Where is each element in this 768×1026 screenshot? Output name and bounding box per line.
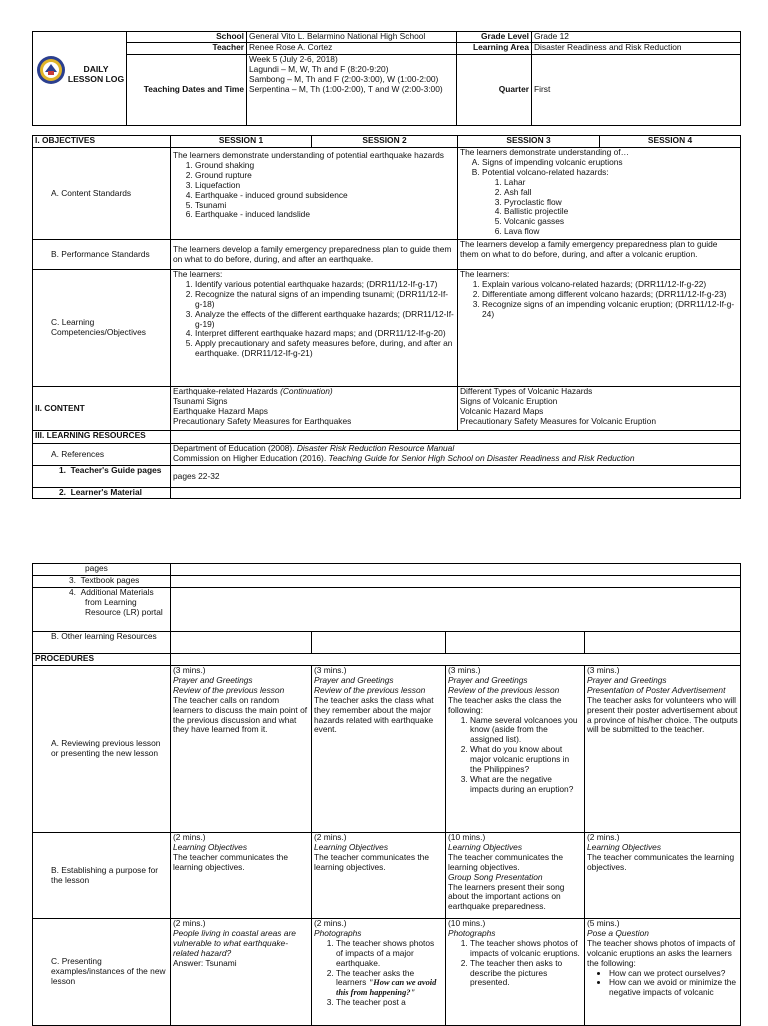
dates-value: Week 5 (July 2-6, 2018) Lagundi – M, W, Th and F (8:20-9:20) Sambong – M, Th and F (2:00-3:00), W (1:00-2:00) Serpentina – M, Th (1:00-2:00), T and W (2:00-3:00) xyxy=(247,54,457,125)
blank-cell xyxy=(585,632,741,654)
content-standards-volcano: The learners demonstrate understanding of… A. Signs of impending volcanic eruptions B. Potential volcano-related hazards: 1. Lahar 2. Ash fall 3. Pyroclastic flow 4. Ballistic projectile 5. Volcanic gasses 6. Lava flow xyxy=(458,148,741,240)
page-title: DAILY LESSON LOG xyxy=(67,64,125,85)
list-item: 5. Apply precautionary and safety measures before, during, and after an earthquake. (DRR11/12-If-g-21) xyxy=(195,339,455,359)
list-item: 5. Tsunami xyxy=(195,201,455,211)
procedure-c-session-4: (5 mins.) Pose a Question The teacher shows photos of impacts of volcanic eruptions an asks the learners the following: • How can we protect ourselves? • How can we avoid or minimize the negative impacts of volcanic xyxy=(585,919,741,1026)
list-item: 1. Lahar xyxy=(504,178,738,188)
performance-standards-volcano: The learners develop a family emergency preparedness plan to guide them on what to do before, during, and after a volcanic eruption. xyxy=(458,240,741,270)
list-item: 2. What do you know about major volcanic eruptions in the Philippines? xyxy=(470,745,582,775)
list-item: 2. The teacher asks the learners "How can we avoid this from happening?" xyxy=(336,969,443,999)
grade-value: Grade 12 xyxy=(532,32,741,43)
learning-area-label: Learning Area xyxy=(457,43,532,54)
list-item: 2. The teacher then asks to describe the pictures presented. xyxy=(470,959,582,989)
procedure-b-label: B. Establishing a purpose for the lesson xyxy=(33,833,171,919)
procedure-a-session-4: (3 mins.) Prayer and Greetings Presentation of Poster Advertisement The teacher asks for volunteers who will present their poster advertisement about a province of his/her choice. The outputs will be submitted to the teacher. xyxy=(585,666,741,833)
procedure-b-session-2: (2 mins.) Learning Objectives The teacher communicates the learning objectives. xyxy=(312,833,446,919)
additional-materials-label: 4. Additional Materials from Learning Resource (LR) portal xyxy=(33,588,171,632)
list-item: B. Potential volcano-related hazards: 1. Lahar 2. Ash fall 3. Pyroclastic flow 4. Ballistic projectile 5. Volcanic gasses 6. Lava flow xyxy=(482,168,738,237)
list-item: 2. Ash fall xyxy=(504,188,738,198)
content-heading: II. CONTENT xyxy=(33,387,171,431)
list-item: 5. Volcanic gasses xyxy=(504,217,738,227)
list-item: 6. Lava flow xyxy=(504,227,738,237)
list-item: 3. Analyze the effects of the different earthquake hazards; (DRR11/12-If-g-19) xyxy=(195,310,455,330)
blank-cell xyxy=(446,632,585,654)
list-item: 4. Earthquake - induced ground subsidence xyxy=(195,191,455,201)
learners-material-value xyxy=(171,488,741,499)
daily-lesson-log-cell xyxy=(33,32,127,126)
objectives-table xyxy=(32,135,741,499)
list-item: 2. Differentiate among different volcano hazards; (DRR11/12-If-g-23) xyxy=(482,290,738,300)
list-item: 4. Interpret different earthquake hazard maps; and (DRR11/12-If-g-20) xyxy=(195,329,455,339)
procedure-a-label: A. Reviewing previous lesson or presenting the new lesson xyxy=(33,666,171,833)
list-item: 1. The teacher shows photos of impacts of a major earthquake. xyxy=(336,939,443,969)
list-item: • How can we avoid or minimize the negative impacts of volcanic xyxy=(609,978,738,998)
list-item: 2. Ground rupture xyxy=(195,171,455,181)
content-standards-label: A. Content Standards xyxy=(33,148,171,240)
references-label: A. References xyxy=(33,444,171,466)
teacher-value: Renee Rose A. Cortez xyxy=(247,43,457,54)
list-item: 2. Recognize the natural signs of an impending tsunami; (DRR11/12-If-g-18) xyxy=(195,290,455,310)
list-item: 3. Recognize signs of an impending volcanic eruption; (DRR11/12-If-g-24) xyxy=(482,300,738,320)
header-table xyxy=(32,31,741,126)
textbook-pages-label: 3. Textbook pages xyxy=(33,576,171,588)
procedures-table xyxy=(32,563,741,1026)
list-item: 3. The teacher post a xyxy=(336,998,443,1008)
procedure-c-session-3: (10 mins.) Photographs 1. The teacher shows photos of impacts of volcanic eruptions. 2. The teacher then asks to describe the pictures presented. xyxy=(446,919,585,1026)
list-item: 3. Liquefaction xyxy=(195,181,455,191)
performance-standards-label: B. Performance Standards xyxy=(33,240,171,270)
blank-cell xyxy=(171,588,741,632)
quarter-value: First xyxy=(532,54,741,125)
session-4-header: SESSION 4 xyxy=(600,136,741,148)
learning-competencies-earthquake: The learners: 1. Identify various potential earthquake hazards; (DRR11/12-If-g-17) 2. Recognize the natural signs of an impending tsunami; (DRR11/12-If-g-18) 3. Analyze the effects of the different earthquake hazards; (DRR11/12-If-g-19) 4. Interpret different earthquake hazard maps; and (DRR11/12-If-g-20) 5. Apply precautionary and safety measures before, during, and after an earthquake. (DRR11/12-If-g-21) xyxy=(171,270,458,387)
performance-standards-earthquake: The learners develop a family emergency preparedness plan to guide them on what to do before, during, and after an earthquake. xyxy=(171,240,458,270)
content-standards-earthquake: The learners demonstrate understanding of potential earthquake hazards 1. Ground shaking 2. Ground rupture 3. Liquefaction 4. Earthquake - induced ground subsidence 5. Tsunami 6. Earthquake - induced landslide xyxy=(171,148,458,240)
list-item: 1. Ground shaking xyxy=(195,161,455,171)
school-value: General Vito L. Belarmino National High School xyxy=(247,32,457,43)
teachers-guide-value: pages 22-32 xyxy=(171,466,741,488)
procedure-b-session-3: (10 mins.) Learning Objectives The teacher communicates the learning objectives. Group Song Presentation The learners present their song about the important actions on earthquake preparedness. xyxy=(446,833,585,919)
procedures-heading: PROCEDURES xyxy=(33,654,171,666)
list-item: 3. Pyroclastic flow xyxy=(504,198,738,208)
learning-area-value: Disaster Readiness and Risk Reduction xyxy=(532,43,741,54)
content-earthquake: Earthquake-related Hazards (Continuation) Tsunami Signs Earthquake Hazard Maps Precautionary Safety Measures for Earthquakes xyxy=(171,387,458,431)
procedure-c-label: C. Presenting examples/instances of the new lesson xyxy=(33,919,171,1026)
procedure-a-session-1: (3 mins.) Prayer and Greetings Review of the previous lesson The teacher calls on random learners to discuss the main point of the previous discussion and what they have learned from it. xyxy=(171,666,312,833)
dates-label: Teaching Dates and Time xyxy=(127,54,247,125)
list-item: 1. Identify various potential earthquake hazards; (DRR11/12-If-g-17) xyxy=(195,280,455,290)
blank-cell xyxy=(171,576,741,588)
blank-cell xyxy=(171,632,312,654)
procedure-b-session-1: (2 mins.) Learning Objectives The teacher communicates the learning objectives. xyxy=(171,833,312,919)
learning-competencies-volcano: The learners: 1. Explain various volcano-related hazards; (DRR11/12-If-g-22) 2. Differentiate among different volcano hazards; (DRR11/12-If-g-23) 3. Recognize signs of an impending volcanic eruption; (DRR11/12-If-g-24) xyxy=(458,270,741,387)
list-item: • How can we protect ourselves? xyxy=(609,969,738,979)
references-value: Department of Education (2008). Disaster Risk Reduction Resource Manual Commission on Higher Education (2016). Teaching Guide for Senior High School on Disaster Readiness and Risk Reduction xyxy=(171,444,741,466)
teacher-label: Teacher xyxy=(127,43,247,54)
session-3-header: SESSION 3 xyxy=(458,136,600,148)
learning-resources-heading: III. LEARNING RESOURCES xyxy=(33,431,171,444)
list-item: 3. What are the negative impacts during an eruption? xyxy=(470,775,582,795)
procedure-c-session-2: (2 mins.) Photographs 1. The teacher shows photos of impacts of a major earthquake. 2. The teacher asks the learners "How can we avoid this from happening?" 3. The teacher post a xyxy=(312,919,446,1026)
list-item: 1. Explain various volcano-related hazards; (DRR11/12-If-g-22) xyxy=(482,280,738,290)
session-2-header: SESSION 2 xyxy=(312,136,458,148)
objectives-heading: I. OBJECTIVES xyxy=(33,136,171,148)
learners-material-label: 2. Learner's Material xyxy=(33,488,171,499)
school-label: School xyxy=(127,32,247,43)
deped-seal-icon xyxy=(36,55,66,85)
list-item: 1. The teacher shows photos of impacts of volcanic eruptions. xyxy=(470,939,582,959)
blank-cell xyxy=(312,632,446,654)
list-item: 1. Name several volcanoes you know (aside from the assigned list). xyxy=(470,716,582,746)
quarter-label: Quarter xyxy=(457,54,532,125)
learning-competencies-label: C. Learning Competencies/Objectives xyxy=(33,270,171,387)
procedure-b-session-4: (2 mins.) Learning Objectives The teacher communicates the learning objectives. xyxy=(585,833,741,919)
content-volcano: Different Types of Volcanic Hazards Signs of Volcanic Eruption Volcanic Hazard Maps Precautionary Safety Measures for Volcanic Eruption xyxy=(458,387,741,431)
teachers-guide-label: 1. Teacher's Guide pages xyxy=(33,466,171,488)
blank-cell xyxy=(171,654,741,666)
procedure-a-session-2: (3 mins.) Prayer and Greetings Review of the previous lesson The teacher asks the class what they remember about the major hazards related with earthquake event. xyxy=(312,666,446,833)
learners-material-cont: pages xyxy=(33,564,171,576)
list-item: 6. Earthquake - induced landslide xyxy=(195,210,455,220)
blank-cell xyxy=(171,564,741,576)
list-item: A. Signs of impending volcanic eruptions xyxy=(482,158,738,168)
learning-resources-blank xyxy=(171,431,741,444)
procedure-a-session-3: (3 mins.) Prayer and Greetings Review of the previous lesson The teacher asks the class the following: 1. Name several volcanoes you know (aside from the assigned list). 2. What do you know about major volcanic eruptions in the Philippines? 3. What are the negative impacts during an eruption? xyxy=(446,666,585,833)
session-1-header: SESSION 1 xyxy=(171,136,312,148)
grade-label: Grade Level xyxy=(457,32,532,43)
other-resources-label: B. Other learning Resources xyxy=(33,632,171,654)
procedure-c-session-1: (2 mins.) People living in coastal areas are vulnerable to what earthquake-related hazard? Answer: Tsunami xyxy=(171,919,312,1026)
list-item: 4. Ballistic projectile xyxy=(504,207,738,217)
